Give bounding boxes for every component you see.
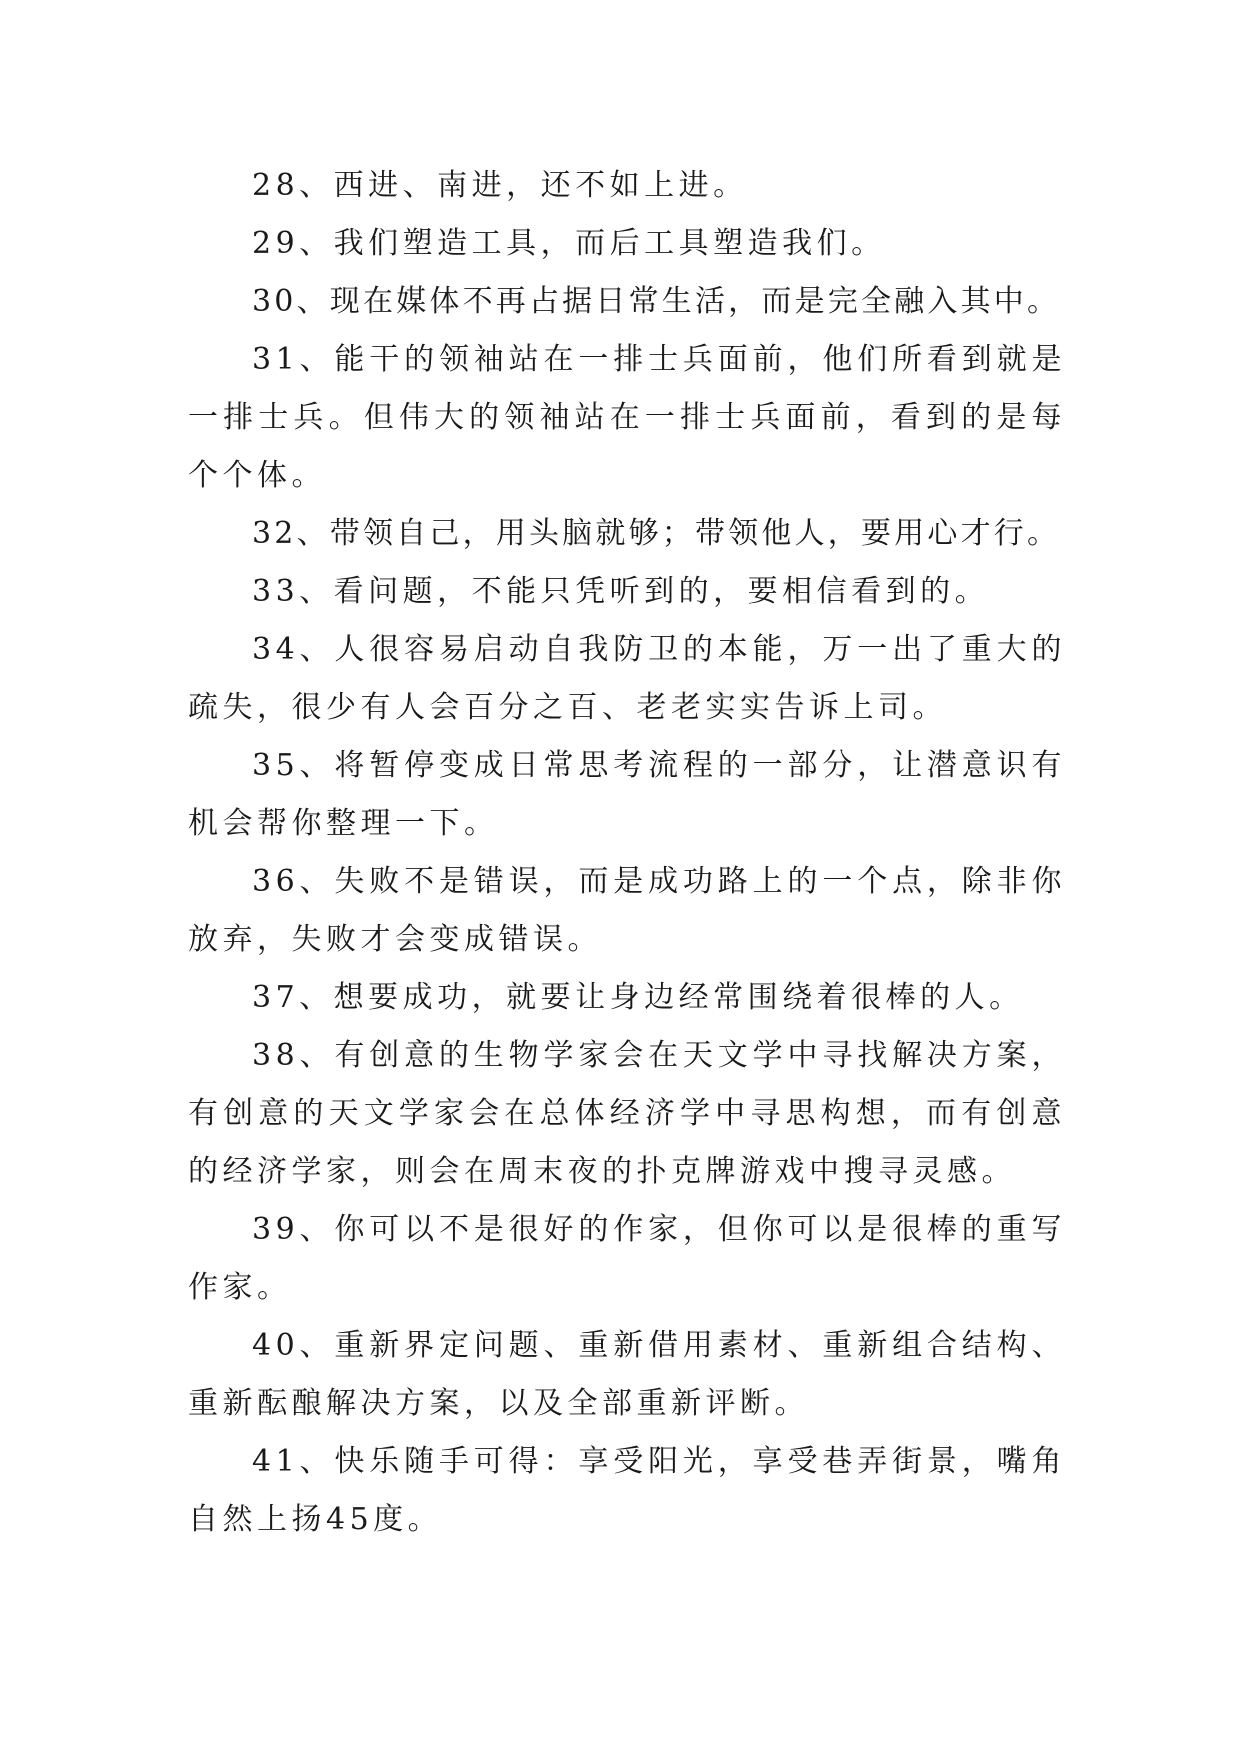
paragraph-37: 37、想要成功，就要让身边经常围绕着很棒的人。 (252, 980, 1024, 1015)
paragraph-31: 31、能干的领袖站在一排士兵面前，他们所看到就是一排士兵。但伟大的领袖站在一排士兵面前，看到的是每个个体。 (188, 342, 1066, 493)
paragraph-40: 40、重新界定问题、重新借用素材、重新组合结构、重新酝酿解决方案，以及全部重新评断。 (188, 1328, 1066, 1421)
paragraph-38: 38、有创意的生物学家会在天文学中寻找解决方案，有创意的天文学家会在总体经济学中寻思构想，而有创意的经济学家，则会在周末夜的扑克牌游戏中搜寻灵感。 (188, 1038, 1066, 1189)
document-body (188, 157, 1066, 1549)
paragraph-28: 28、西进、南进，还不如上进。 (252, 168, 748, 203)
paragraph-35: 35、将暂停变成日常思考流程的一部分，让潜意识有机会帮你整理一下。 (188, 748, 1066, 841)
paragraph-34: 34、人很容易启动自我防卫的本能，万一出了重大的疏失，很少有人会百分之百、老老实实告诉上司。 (188, 632, 1066, 725)
paragraph-32: 32、带领自己，用头脑就够；带领他人，要用心才行。 (252, 516, 1061, 551)
paragraph-30: 30、现在媒体不再占据日常生活，而是完全融入其中。 (252, 284, 1061, 319)
paragraph-41: 41、快乐随手可得：享受阳光，享受巷弄街景，嘴角自然上扬45度。 (188, 1444, 1066, 1537)
paragraph-36: 36、失败不是错误，而是成功路上的一个点，除非你放弃，失败才会变成错误。 (188, 864, 1066, 957)
paragraph-29: 29、我们塑造工具，而后工具塑造我们。 (252, 226, 886, 261)
paragraph-33: 33、看问题，不能只凭听到的，要相信看到的。 (252, 574, 990, 609)
paragraph-39: 39、你可以不是很好的作家，但你可以是很棒的重写作家。 (188, 1212, 1066, 1305)
